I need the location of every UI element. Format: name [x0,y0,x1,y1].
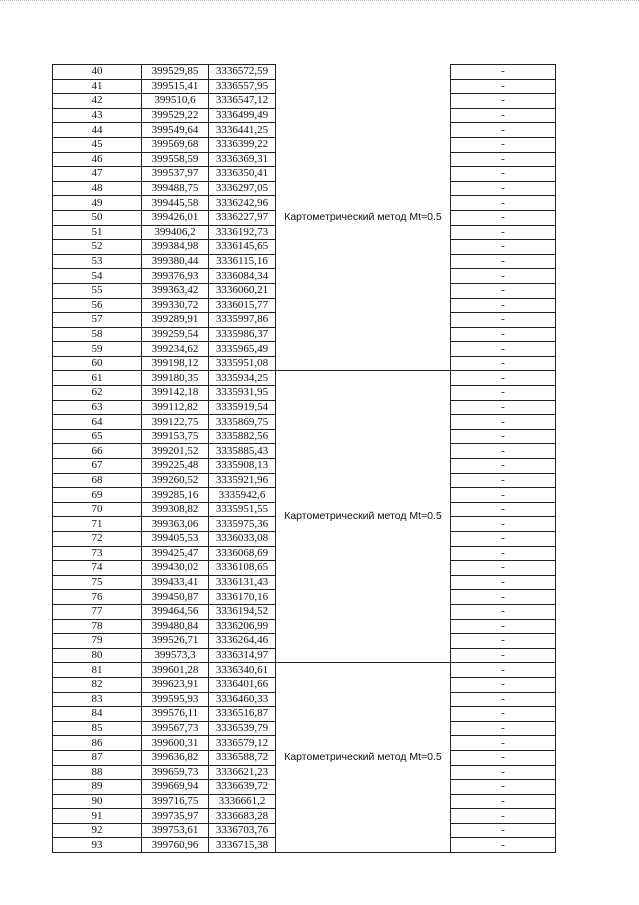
coordinate-y: 3335882,56 [209,429,276,444]
description-cell: - [451,634,556,649]
coordinate-y: 3336639,72 [209,780,276,795]
description-cell: - [451,283,556,298]
coordinate-x: 399259,54 [142,327,209,342]
description-cell: - [451,736,556,751]
coordinate-x: 399480,84 [142,619,209,634]
coordinate-y: 3336131,43 [209,575,276,590]
coordinate-x: 399426,01 [142,210,209,225]
description-cell: - [451,240,556,255]
point-number: 80 [53,648,142,663]
description-cell: - [451,94,556,109]
description-cell: - [451,356,556,371]
description-cell: - [451,473,556,488]
coordinate-y: 3336499,49 [209,108,276,123]
coordinate-x: 399122,75 [142,415,209,430]
coordinate-y: 3336297,05 [209,181,276,196]
coordinate-y: 3336557,95 [209,79,276,94]
point-number: 71 [53,517,142,532]
coordinate-x: 399526,71 [142,634,209,649]
coordinate-y: 3335986,37 [209,327,276,342]
point-number: 83 [53,692,142,707]
point-number: 89 [53,780,142,795]
coordinate-y: 3335869,75 [209,415,276,430]
coordinate-x: 399623,91 [142,677,209,692]
coordinate-y: 3336227,97 [209,210,276,225]
point-number: 64 [53,415,142,430]
coordinate-x: 399450,87 [142,590,209,605]
coordinate-y: 3336084,34 [209,269,276,284]
description-cell: - [451,794,556,809]
point-number: 73 [53,546,142,561]
coordinate-y: 3336579,12 [209,736,276,751]
point-number: 74 [53,561,142,576]
description-cell: - [451,342,556,357]
description-cell: - [451,823,556,838]
coordinate-x: 399716,75 [142,794,209,809]
point-number: 63 [53,400,142,415]
coordinate-y: 3336192,73 [209,225,276,240]
coordinate-x: 399308,82 [142,502,209,517]
coordinate-y: 3335975,36 [209,517,276,532]
point-number: 47 [53,167,142,182]
coordinate-x: 399425,47 [142,546,209,561]
coordinate-x: 399289,91 [142,313,209,328]
coordinate-x: 399330,72 [142,298,209,313]
coordinate-y: 3336516,87 [209,707,276,722]
description-cell: - [451,386,556,401]
coordinate-x: 399112,82 [142,400,209,415]
coordinate-x: 399406,2 [142,225,209,240]
point-number: 65 [53,429,142,444]
coordinate-x: 399569,68 [142,137,209,152]
coordinate-x: 399405,53 [142,532,209,547]
coordinate-y: 3336194,52 [209,604,276,619]
point-number: 57 [53,313,142,328]
description-cell: - [451,488,556,503]
table-row [53,371,556,386]
coordinate-x: 399529,22 [142,108,209,123]
point-number: 92 [53,823,142,838]
coordinate-x: 399549,64 [142,123,209,138]
point-number: 55 [53,283,142,298]
description-cell: - [451,604,556,619]
coordinate-y: 3336340,61 [209,663,276,678]
point-number: 48 [53,181,142,196]
coordinate-x: 399430,02 [142,561,209,576]
description-cell: - [451,152,556,167]
description-cell: - [451,765,556,780]
coordinate-x: 399636,82 [142,750,209,765]
determination-method: Картометрический метод Mt=0.5 [276,371,451,663]
point-number: 72 [53,532,142,547]
description-cell: - [451,809,556,824]
coordinate-x: 399363,06 [142,517,209,532]
description-cell: - [451,225,556,240]
description-cell: - [451,327,556,342]
point-number: 44 [53,123,142,138]
description-cell: - [451,721,556,736]
coordinate-y: 3335908,13 [209,459,276,474]
coordinate-y: 3335951,08 [209,356,276,371]
coordinate-y: 3336060,21 [209,283,276,298]
point-number: 51 [53,225,142,240]
coordinate-x: 399201,52 [142,444,209,459]
coordinate-y: 3335951,55 [209,502,276,517]
coordinate-x: 399659,73 [142,765,209,780]
description-cell: - [451,167,556,182]
description-cell: - [451,780,556,795]
point-number: 52 [53,240,142,255]
description-cell: - [451,371,556,386]
coordinate-x: 399285,16 [142,488,209,503]
description-cell: - [451,590,556,605]
coordinate-x: 399753,61 [142,823,209,838]
coordinate-x: 399384,98 [142,240,209,255]
description-cell: - [451,502,556,517]
description-cell: - [451,444,556,459]
point-number: 69 [53,488,142,503]
description-cell: - [451,707,556,722]
point-number: 46 [53,152,142,167]
description-cell: - [451,648,556,663]
coordinate-y: 3336401,66 [209,677,276,692]
coordinates-table [52,64,556,853]
coordinate-x: 399573,3 [142,648,209,663]
coordinate-y: 3336264,46 [209,634,276,649]
description-cell: - [451,269,556,284]
coordinate-y: 3336547,12 [209,94,276,109]
coordinate-x: 399433,41 [142,575,209,590]
description-cell: - [451,400,556,415]
description-cell: - [451,546,556,561]
point-number: 41 [53,79,142,94]
coordinate-x: 399198,12 [142,356,209,371]
table-row [53,663,556,678]
point-number: 82 [53,677,142,692]
point-number: 93 [53,838,142,853]
point-number: 66 [53,444,142,459]
point-number: 81 [53,663,142,678]
coordinate-y: 3336108,65 [209,561,276,576]
determination-method: Картометрический метод Mt=0.5 [276,65,451,371]
coordinate-y: 3336350,41 [209,167,276,182]
description-cell: - [451,677,556,692]
point-number: 42 [53,94,142,109]
coordinate-y: 3336015,77 [209,298,276,313]
point-number: 50 [53,210,142,225]
coordinate-y: 3336683,28 [209,809,276,824]
coordinate-y: 3336572,59 [209,65,276,80]
coordinate-x: 399225,48 [142,459,209,474]
coordinate-y: 3336369,31 [209,152,276,167]
coordinate-y: 3336460,33 [209,692,276,707]
coordinate-y: 3336170,16 [209,590,276,605]
description-cell: - [451,415,556,430]
point-number: 45 [53,137,142,152]
description-cell: - [451,254,556,269]
point-number: 90 [53,794,142,809]
description-cell: - [451,313,556,328]
point-number: 54 [53,269,142,284]
description-cell: - [451,65,556,80]
description-cell: - [451,79,556,94]
point-number: 78 [53,619,142,634]
coordinate-x: 399464,56 [142,604,209,619]
coordinate-x: 399380,44 [142,254,209,269]
coordinate-y: 3336115,16 [209,254,276,269]
coordinate-y: 3336715,38 [209,838,276,853]
coordinate-y: 3336661,2 [209,794,276,809]
coordinate-y: 3336441,25 [209,123,276,138]
coordinate-y: 3335934,25 [209,371,276,386]
description-cell: - [451,750,556,765]
point-number: 88 [53,765,142,780]
coordinate-x: 399567,73 [142,721,209,736]
coordinate-x: 399558,59 [142,152,209,167]
description-cell: - [451,459,556,474]
description-cell: - [451,663,556,678]
point-number: 67 [53,459,142,474]
coordinate-y: 3336703,76 [209,823,276,838]
point-number: 60 [53,356,142,371]
point-number: 56 [53,298,142,313]
description-cell: - [451,196,556,211]
coordinate-x: 399234,62 [142,342,209,357]
coordinate-y: 3336539,79 [209,721,276,736]
coordinate-y: 3335942,6 [209,488,276,503]
point-number: 49 [53,196,142,211]
point-number: 79 [53,634,142,649]
coordinate-y: 3336068,69 [209,546,276,561]
coordinate-x: 399576,11 [142,707,209,722]
coordinate-y: 3335931,95 [209,386,276,401]
description-cell: - [451,181,556,196]
scan-top-edge [0,0,639,7]
description-cell: - [451,429,556,444]
point-number: 68 [53,473,142,488]
coordinate-y: 3335921,96 [209,473,276,488]
description-cell: - [451,575,556,590]
coordinate-y: 3335997,86 [209,313,276,328]
coordinate-y: 3335965,49 [209,342,276,357]
coordinate-x: 399760,96 [142,838,209,853]
coordinate-x: 399735,97 [142,809,209,824]
point-number: 87 [53,750,142,765]
point-number: 43 [53,108,142,123]
description-cell: - [451,692,556,707]
coordinate-y: 3336242,96 [209,196,276,211]
coordinate-y: 3336033,08 [209,532,276,547]
description-cell: - [451,298,556,313]
table-row [53,65,556,80]
description-cell: - [451,210,556,225]
coordinate-x: 399669,94 [142,780,209,795]
coordinate-y: 3336145,65 [209,240,276,255]
coordinate-x: 399601,28 [142,663,209,678]
determination-method: Картометрический метод Mt=0.5 [276,663,451,853]
coordinate-x: 399260,52 [142,473,209,488]
coordinate-x: 399529,85 [142,65,209,80]
point-number: 75 [53,575,142,590]
point-number: 40 [53,65,142,80]
point-number: 53 [53,254,142,269]
coordinate-x: 399363,42 [142,283,209,298]
point-number: 91 [53,809,142,824]
point-number: 70 [53,502,142,517]
description-cell: - [451,532,556,547]
coordinate-x: 399488,75 [142,181,209,196]
coordinate-y: 3336206,99 [209,619,276,634]
point-number: 84 [53,707,142,722]
point-number: 76 [53,590,142,605]
point-number: 58 [53,327,142,342]
coordinate-x: 399595,93 [142,692,209,707]
coordinate-y: 3336399,22 [209,137,276,152]
point-number: 77 [53,604,142,619]
point-number: 59 [53,342,142,357]
coordinate-y: 3336314,97 [209,648,276,663]
coordinate-y: 3335919,54 [209,400,276,415]
coordinate-y: 3336588,72 [209,750,276,765]
coordinates-table-body [53,65,556,853]
description-cell: - [451,108,556,123]
description-cell: - [451,123,556,138]
description-cell: - [451,137,556,152]
point-number: 61 [53,371,142,386]
coordinate-x: 399510,6 [142,94,209,109]
coordinate-y: 3335885,43 [209,444,276,459]
coordinate-x: 399142,18 [142,386,209,401]
description-cell: - [451,838,556,853]
description-cell: - [451,561,556,576]
coordinate-x: 399515,41 [142,79,209,94]
point-number: 62 [53,386,142,401]
coordinate-x: 399153,75 [142,429,209,444]
point-number: 86 [53,736,142,751]
coordinate-y: 3336621,23 [209,765,276,780]
coordinate-x: 399537,97 [142,167,209,182]
coordinate-x: 399376,93 [142,269,209,284]
description-cell: - [451,619,556,634]
coordinate-x: 399180,35 [142,371,209,386]
coordinate-x: 399600,31 [142,736,209,751]
point-number: 85 [53,721,142,736]
coordinate-x: 399445,58 [142,196,209,211]
description-cell: - [451,517,556,532]
